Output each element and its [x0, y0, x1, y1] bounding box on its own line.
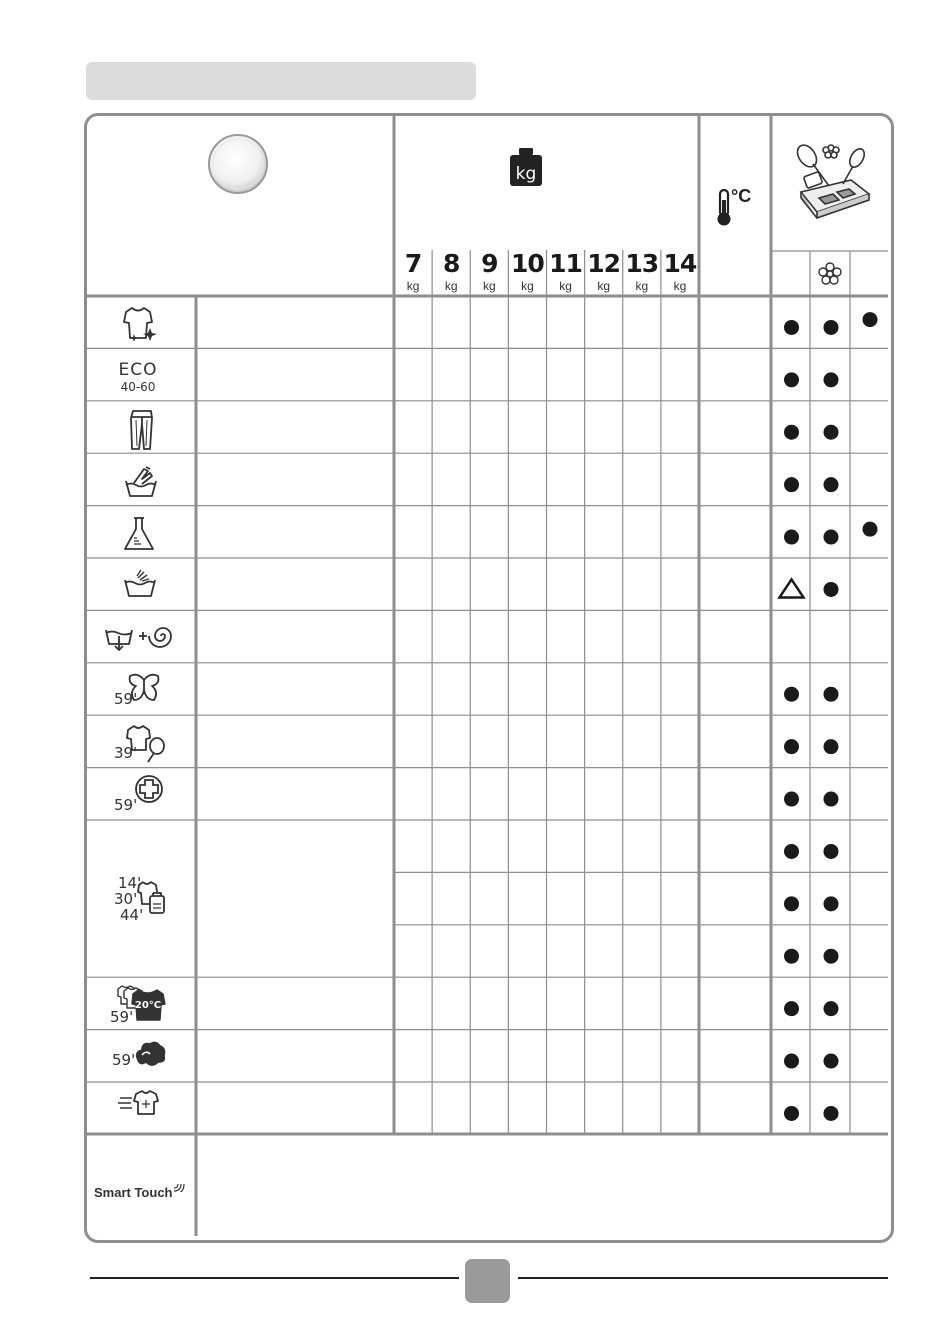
time-label-delicate: 59' [114, 690, 138, 708]
detergent-dot-mark [824, 739, 839, 754]
time-label-cotton: 59' [112, 1051, 136, 1069]
svg-text:20°C: 20°C [134, 1000, 162, 1011]
kg-column-number: 9 [481, 249, 498, 278]
detergent-dot-mark [784, 792, 799, 807]
flask-icon [121, 515, 157, 553]
smart-touch-label: Smart Touch [94, 1185, 173, 1200]
detergent-dot-mark [784, 320, 799, 335]
kg-column-unit: kg [635, 279, 649, 293]
kg-column-number: 14 [663, 249, 697, 278]
detergent-dot-mark [784, 530, 799, 545]
time-label-hygiene: 59' [114, 796, 138, 814]
detergent-dot-mark [824, 844, 839, 859]
detergent-dot-mark [784, 425, 799, 440]
kg-column-unit: kg [559, 279, 572, 293]
detergent-dot-mark [784, 372, 799, 387]
detergent-dot-mark [784, 1001, 799, 1016]
hand-wash-icon [120, 465, 162, 501]
drain-spin-icon [103, 620, 175, 654]
temperature-unit: °C [731, 186, 752, 206]
kg-column-number: 8 [442, 249, 460, 278]
detergent-dot-mark [784, 739, 799, 754]
detergent-dot-mark [863, 522, 878, 537]
cotton-59-icon [132, 1040, 168, 1070]
detergent-dot-mark [784, 844, 799, 859]
time-label-sport: 39' [114, 744, 138, 762]
time-label-rapid-2: 30' [114, 890, 138, 908]
program-knob-icon [205, 133, 271, 195]
detergent-drawer-icon [793, 136, 873, 222]
kg-column-number: 13 [625, 249, 659, 278]
detergent-dot-mark [784, 1054, 799, 1069]
detergent-dot-mark [784, 949, 799, 964]
detergent-dot-mark [784, 477, 799, 492]
footer-rule-left [90, 1277, 459, 1279]
kg-column-unit: kg [482, 279, 496, 293]
hygiene-cross-icon [134, 774, 164, 806]
kg-column-number: 10 [511, 249, 544, 278]
svg-text:kg: kg [515, 164, 537, 184]
time-label-rapid-3: 44' [120, 906, 144, 924]
rinse-spray-icon [120, 568, 160, 602]
detergent-dot-mark [784, 896, 799, 911]
kg-column-unit: kg [521, 279, 534, 293]
detergent-dot-mark [824, 792, 839, 807]
kg-column-number: 7 [404, 249, 422, 278]
kg-column-unit: kg [597, 279, 611, 293]
softener-flower-icon [818, 262, 842, 286]
kg-column-number: 11 [549, 249, 582, 278]
page-number-tab [465, 1259, 510, 1303]
detergent-dot-mark [784, 687, 799, 702]
detergent-dot-mark [824, 320, 839, 335]
detergent-dot-mark [784, 1106, 799, 1121]
kg-column-number: 12 [587, 249, 621, 278]
detergent-dot-mark [824, 687, 839, 702]
detergent-triangle-mark [780, 579, 804, 597]
detergent-dot-mark [824, 1106, 839, 1121]
detergent-dot-mark [824, 1054, 839, 1069]
kg-column-unit: kg [444, 279, 458, 293]
footer-rule-right [518, 1277, 888, 1279]
detergent-dot-mark [824, 1001, 839, 1016]
shirt-sparkle-icon [120, 304, 162, 344]
time-label-colour: 59' [110, 1008, 134, 1026]
detergent-dot-mark [824, 425, 839, 440]
eco-40-60-icon: ECO 40-60 [118, 360, 158, 394]
speed-shirt-icon [116, 1088, 166, 1118]
detergent-dot-mark [824, 477, 839, 492]
detergent-dot-mark [824, 896, 839, 911]
detergent-dot-mark [824, 949, 839, 964]
nfc-signal-icon [172, 1178, 186, 1192]
kg-column-unit: kg [406, 279, 420, 293]
detergent-dot-mark [824, 372, 839, 387]
detergent-dot-mark [824, 582, 839, 597]
kg-column-unit: kg [673, 279, 687, 293]
jeans-icon [126, 408, 156, 452]
detergent-dot-mark [824, 530, 839, 545]
time-label-rapid-1: 14' [118, 874, 142, 892]
weight-kg-icon [508, 146, 544, 188]
detergent-dot-mark [863, 312, 878, 327]
